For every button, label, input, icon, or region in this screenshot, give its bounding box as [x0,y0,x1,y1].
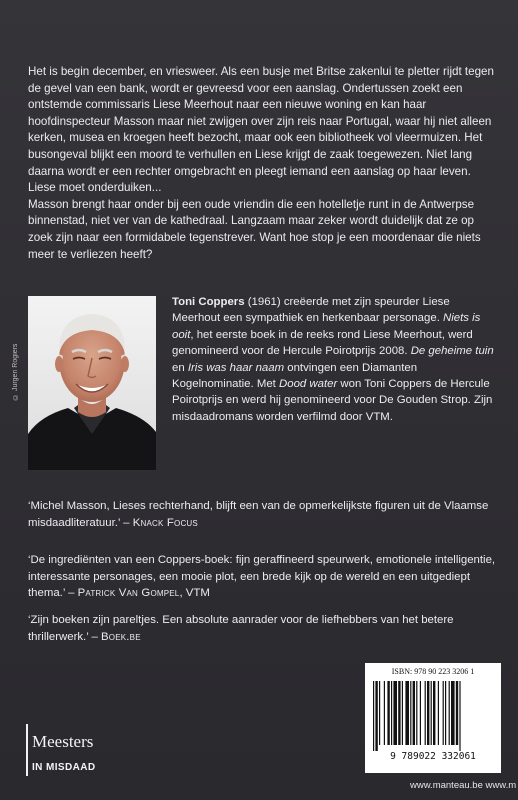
review-quote-2 [28,552,498,602]
barcode-number: 9 789022 332061 [390,751,476,762]
quote-text: ‘Zijn boeken zijn pareltjes. Een absolute aanrader voor de liefhebbers van het betere thrillerwerk.’ – [28,614,454,643]
barcode-stripe [393,681,397,745]
barcode-stripe [451,681,455,745]
barcode-stripe [456,681,458,745]
barcode-stripe [387,681,389,745]
quote-text: ‘Michel Masson, Lieses rechterhand, blijft een van de opmerkelijkste figuren uit de Vlaamse misdaadliteratuur.’ – [28,500,489,529]
review-quote-1 [28,498,498,531]
review-quote-3 [28,612,498,645]
barcode-stripe [405,681,409,745]
barcode-stripe [391,681,392,745]
barcode-stripe [459,681,460,751]
barcode-stripe [449,681,450,745]
barcode-stripe [431,681,432,745]
photo-credit: © Jurgen Rogiers [12,343,19,400]
bio-text: (1961) creëerde met zijn speurder Liese Meerhout een sympathiek en herkenbaar personage. [172,296,450,325]
quote-source-tail: , VTM [179,587,210,600]
barcode-stripe [398,681,400,745]
book-title: De geheime tuin [410,345,494,358]
blurb-paragraph-2: Masson brengt haar onder bij een oude vriendin die een hotelletje runt in de Antwerpse binnenstad, niet ver van de kathedraal. Langzaam maar zeker wordt duidelijk dat ze op zoek zijn naar een formidabele tegenstrever. Want hoe stop je een moordenaar die niets meer te verliezen heeft? [28,197,481,261]
barcode-stripe [416,681,417,745]
barcode-stripe [420,681,421,745]
isbn-barcode [365,663,501,773]
barcode-stripe [379,681,380,745]
barcode-stripe [402,681,403,745]
blurb [28,64,496,263]
author-bio [172,294,500,425]
isbn-label: ISBN: 978 90 223 3206 1 [391,667,475,676]
book-title: Dood water [279,378,338,391]
author-name: Toni Coppers [172,296,245,308]
barcode-stripe [410,681,411,745]
barcode-stripe [425,681,426,745]
quote-source: Knack Focus [132,516,198,529]
bio-text: , het eerste boek in de reeks rond Liese Meerhout, werd genomineerd voor de Hercule Poirotprijs 2008. [172,328,473,358]
barcode-stripe [438,681,439,745]
barcode-stripe [427,681,429,745]
logo-line-1: Meesters [32,732,94,751]
barcode-bars [373,681,493,751]
blurb-paragraph-1: Het is begin december, en vriesweer. Als een busje met Britse zakenlui te pletter rijdt tegen de gevel van een bank, wordt er gevreesd voor een aanslag. Ondertussen zoekt een ontstemde commissaris Liese Meerhout naar een nieuwe woning en kan haar hoofdinspecteur Masson maar niet zwijgen over zijn reis naar Portugal, waar hij niet alleen kerken, musea en kroegen heeft bezocht, maar ook een bibliotheek vol vleermuizen. Het busongeval blijkt een moord te verhullen en Liese krijgt de zaak toegewezen. Niet lang daarna wordt er een rechter omgebracht en pleegt iemand een aanslag op haar leven. Liese moet onderduiken... [28,65,494,195]
book-title: Iris was haar naam [187,361,285,374]
publisher-url: www.manteau.be www.m [410,780,517,791]
barcode-stripe [433,681,435,745]
book-title: Niets is ooit [172,312,481,341]
bio-text: en [172,361,188,374]
barcode-stripe [443,681,444,745]
logo-bar [26,724,28,776]
logo-line-2: IN MISDAAD [32,762,96,773]
bio-text: won Toni Coppers de Hercule Poirotprijs en werd hij genomineerd voor De Gouden Strop. Zijn misdaadromans worden verfilmd door VTM. [172,378,493,423]
barcode-stripe [375,681,377,751]
barcode-stripe [413,681,415,745]
quote-source: Patrick Van Gompel [77,587,180,600]
barcode-stripe [445,681,446,745]
author-portrait-image [28,296,156,470]
quote-source: Boek.be [101,630,141,643]
quote-text: ‘De ingrediënten van een Coppers-boek: fijn geraffineerd speurwerk, emotionele intelligentie, interessante personages, een mooie plot, een brede kijk op de wereld en een uitgediept thema.’ – [28,554,496,600]
barcode-stripe [384,681,385,745]
author-photo [28,296,156,470]
bio-text: ontvingen een Diamanten Kogelnominatie. Met [172,361,418,391]
barcode-stripe [373,681,374,751]
